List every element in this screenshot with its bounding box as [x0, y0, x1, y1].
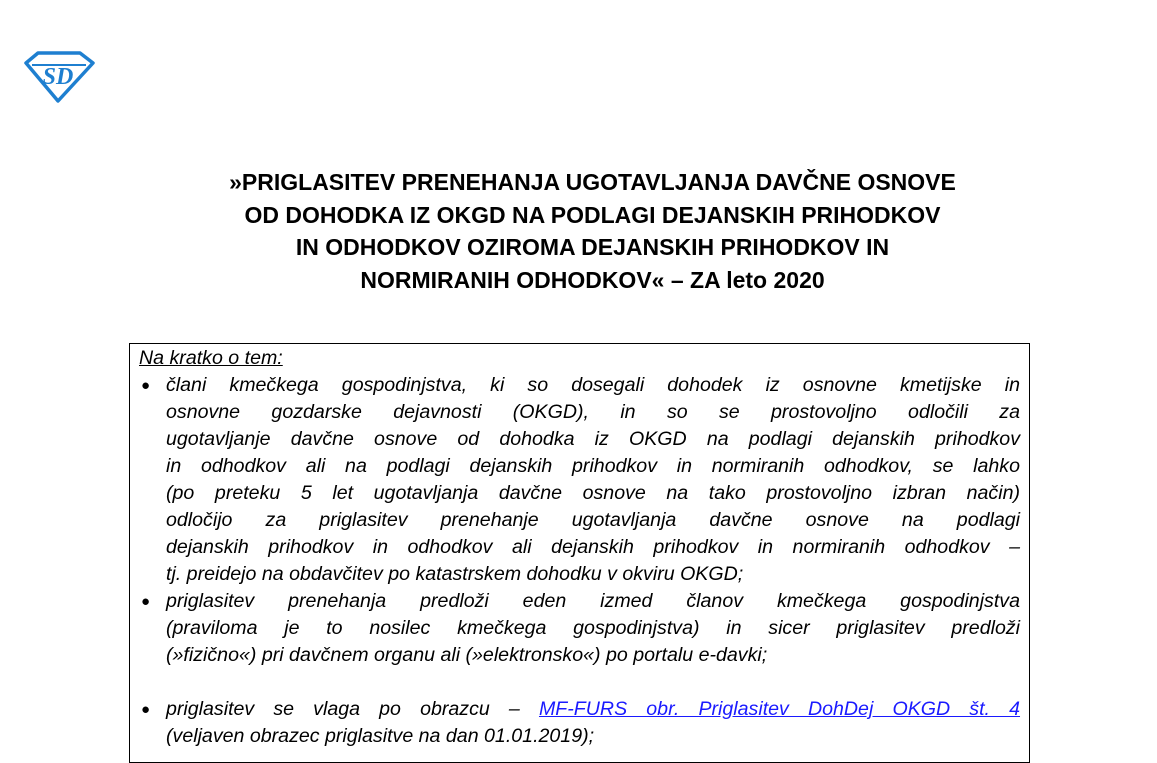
- form-link[interactable]: MF-FURS obr. Priglasitev DohDej OKGD št. 4: [538, 698, 1021, 720]
- title-line: OD DOHODKA IZ OKGD NA PODLAGI DEJANSKIH PRIHODKOV: [244, 201, 941, 228]
- bullet-prefix: priglasitev se vlaga po obrazcu –: [166, 698, 539, 720]
- text-line: dejanskih prihodkov in odhodkov ali dejanskih prihodkov in normiranih odhodkov –: [166, 536, 1020, 558]
- text-line: odločijo za priglasitev prenehanje ugotavljanja davčne osnove na podlagi: [166, 509, 1020, 531]
- svg-text:SD: SD: [42, 64, 74, 90]
- list-item: [139, 588, 1020, 669]
- title-line: IN ODHODKOV OZIROMA DEJANSKIH PRIHODKOV IN: [295, 234, 890, 260]
- summary-list: [139, 372, 1020, 750]
- text-line: in odhodkov ali na podlagi dejanskih prihodkov in normiranih odhodkov, se lahko: [166, 455, 1020, 477]
- list-item: [139, 696, 1020, 750]
- title-line: NORMIRANIH ODHODKOV« – ZA leto 2020: [360, 266, 825, 293]
- bullet-icon: ●: [141, 377, 151, 394]
- text-line: priglasitev prenehanja predloži eden izmed članov kmečkega gospodinjstva: [166, 590, 1020, 612]
- summary-box: [129, 343, 1030, 763]
- text-line: tj. preidejo na obdavčitev po katastrskem dohodku v okviru OKGD;: [166, 563, 744, 585]
- document-title: [100, 166, 1085, 296]
- text-line: [166, 696, 1020, 723]
- text-line: osnovne gozdarske dejavnosti (OKGD), in so se prostovoljno odločili za: [166, 401, 1020, 423]
- text-line: (veljaven obrazec priglasitve na dan 01.01.2019);: [166, 725, 595, 747]
- text-line: (»fizično«) pri davčnem organu ali (»elektronsko«) po portalu e-davki;: [166, 644, 768, 666]
- company-logo-icon: [22, 49, 96, 103]
- bullet-icon: ●: [141, 701, 151, 718]
- text-line: (po preteku 5 let ugotavljanja davčne osnove na tako prostovoljno izbran način): [166, 482, 1020, 504]
- bullet-icon: ●: [141, 593, 151, 610]
- text-line: člani kmečkega gospodinjstva, ki so dosegali dohodek iz osnovne kmetijske in: [166, 374, 1020, 396]
- text-line: ugotavljanje davčne osnove od dohodka iz OKGD na podlagi dejanskih prihodkov: [166, 428, 1020, 450]
- list-item: [139, 372, 1020, 588]
- blank-line: [139, 669, 1020, 696]
- text-line: (praviloma je to nosilec kmečkega gospodinjstva) in sicer priglasitev predloži: [166, 617, 1020, 639]
- summary-heading: Na kratko o tem:: [139, 347, 283, 369]
- title-line: »PRIGLASITEV PRENEHANJA UGOTAVLJANJA DAVČNE OSNOVE: [229, 169, 956, 195]
